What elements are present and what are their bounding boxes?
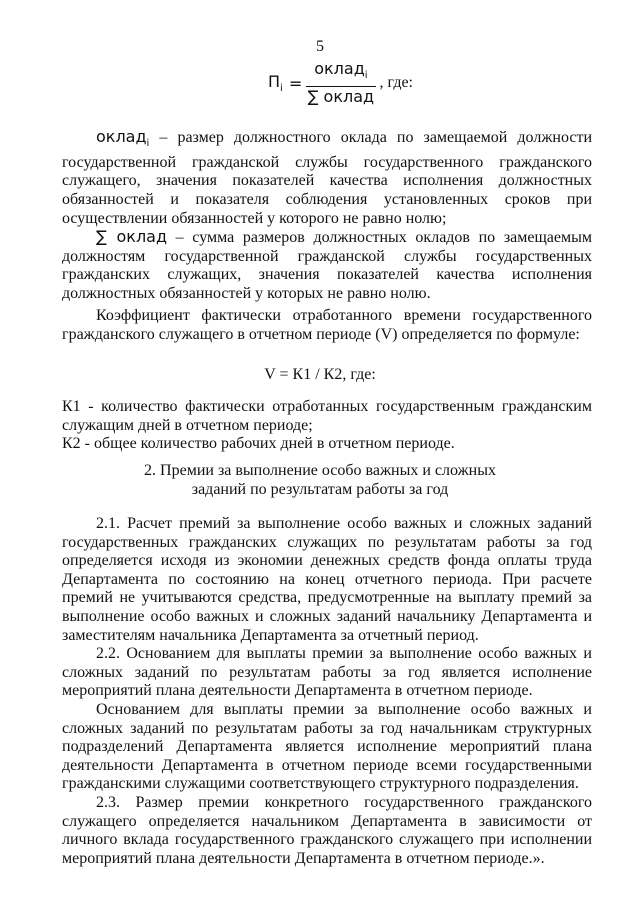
sum-oklad-term: ∑ оклад bbox=[96, 227, 168, 247]
section-2-body bbox=[62, 515, 592, 868]
paragraph-2-2: 2.2. Основанием для выплаты премии за выполнение особо важных и сложных заданий по результатам работы за год является исполнение мероприятий плана деятельности Департамента в отчетном периоде. bbox=[62, 645, 592, 700]
section-heading-line1: 2. Премии за выполнение особо важных и сложных bbox=[144, 462, 496, 479]
coefficient-paragraph bbox=[62, 307, 592, 344]
formula-tail: , где: bbox=[379, 74, 413, 92]
k1-definition: К1 - количество фактически отработанных государственным гражданским служащим дней в отчетном периоде; bbox=[62, 398, 592, 434]
definitions-block bbox=[62, 128, 592, 304]
premium-share-formula bbox=[268, 60, 413, 106]
paragraph-2-2-second: Основанием для выплаты премии за выполнение особо важных и сложных заданий по результатам работы за год начальникам структурных подразделений Департамента является исполнение мероприятий плана деятельности Департамента в отчетном периоде всеми государственными гражданскими служащими соответствующего структурного подразделения. bbox=[62, 700, 592, 793]
definition-sum-oklad: ∑ оклад – сумма размеров должностных окладов по замещаемым должностям государственной гражданской службы государственных гражданских служащих, значения показателей качества исполнения должностных обязанностей у которых не равно нолю. bbox=[62, 227, 592, 302]
section-heading bbox=[0, 461, 640, 499]
coefficient-text: Коэффициент фактически отработанного времени государственного гражданского служащего в отчетном периоде (V) определяется по формуле: bbox=[62, 307, 592, 343]
page-number: 5 bbox=[316, 38, 324, 55]
formula-equals: = bbox=[288, 73, 303, 93]
oklad-i-term: оклад$_i$ bbox=[96, 127, 150, 150]
paragraph-2-1: 2.1. Расчет премий за выполнение особо важных и сложных заданий государственных гражданских служащих по результатам работы за год определяется исходя из экономии денежных средств фонда оплаты труда Департамента по состоянию на конец отчетного периода. При расчете премий не учитываются средства, предусмотренные на выплату премий за выполнение особо важных и сложных заданий начальнику Департамента и заместителям начальника Департамента за отчетный период. bbox=[62, 515, 592, 644]
formula-denominator: ∑ оклад bbox=[307, 87, 375, 107]
formula-lhs: $П_i$ bbox=[268, 72, 283, 95]
k-definitions bbox=[62, 398, 592, 454]
k2-definition: К2 - общее количество рабочих дней в отчетном периоде. bbox=[62, 435, 455, 453]
definition-oklad-i: оклад$_i$ – размер должностного оклада по замещаемой должности государственной гражданской службы государственного гражданского служащего, значения показателей качества исполнения должностных обязанностей и показателя соблюдения установленных сроков при осуществлении обязанностей у которого не равно нолю; bbox=[62, 127, 592, 227]
formula-v: V = К1 / К2, где: bbox=[264, 366, 376, 383]
formula-numerator: оклад$_i$ bbox=[306, 60, 375, 87]
formula-fraction bbox=[306, 60, 375, 106]
paragraph-2-3: 2.3. Размер премии конкретного государственного гражданского служащего определяется начальником Департамента в зависимости от личного вклада государственного гражданского служащего при исполнении мероприятий плана деятельности Департамента в отчетном периоде.». bbox=[62, 793, 592, 867]
section-heading-line2: заданий по результатам работы за год bbox=[191, 481, 449, 498]
